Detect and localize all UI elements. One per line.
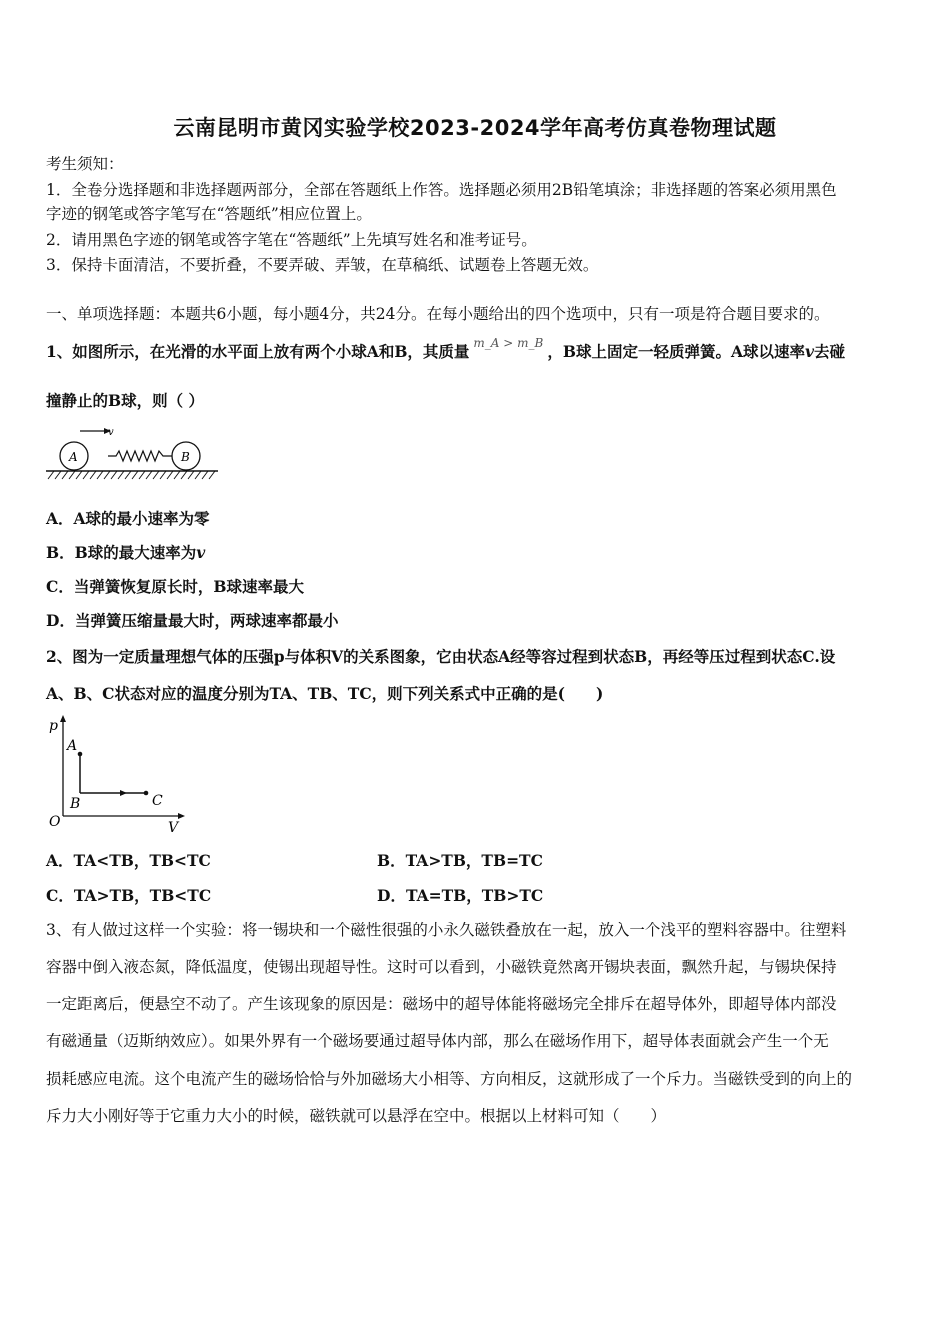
q3-paragraph-line: 有磁通量（迈斯纳效应）。如果外界有一个磁场要通过超导体内部，那么在磁场作用下，超导体表面就会产生一个无 [46, 1032, 829, 1050]
q2-stem-line2: A、B、C状态对应的温度分别为TA、TB、TC，则下列关系式中正确的是( ) [46, 684, 604, 703]
ball-b-label: B [181, 450, 190, 464]
q2-option-c: C．TA>TB，TB<TC [46, 886, 212, 905]
velocity-label: v [108, 427, 114, 438]
page-title: 云南昆明市黄冈实验学校2023-2024学年高考仿真卷物理试题 [173, 116, 777, 140]
notice-heading: 考生须知： [46, 155, 124, 173]
v-axis-arrow [178, 813, 185, 819]
v-axis-label: V [168, 820, 179, 836]
ground-hatching [48, 471, 215, 479]
origin-label: O [49, 814, 61, 830]
p-axis-label: p [49, 718, 58, 734]
state-b-label: B [70, 796, 81, 812]
q1-stem-part: 去碰 [814, 342, 846, 361]
p-axis-arrow [60, 715, 66, 722]
process-direction-arrow [120, 790, 127, 796]
q1-figure-balls-spring [44, 424, 220, 482]
q1-mass-relation: m_A > m_B [473, 336, 544, 350]
q3-paragraph-line: 3、有人做过这样一个实验：将一锡块和一个磁性很强的小永久磁铁叠放在一起，放入一个浅平的塑料容器中。往塑料 [46, 921, 847, 939]
notice-item: 字迹的钢笔或答字笔写在“答题纸”相应位置上。 [46, 205, 372, 223]
q1-stem-line2: 撞静止的B球，则（ ） [46, 391, 204, 410]
q1-option-b [46, 541, 205, 563]
q2-option-b: B．TA>TB，TB=TC [377, 851, 543, 870]
q3-paragraph-line: 斥力大小刚好等于它重力大小的时候，磁铁就可以悬浮在空中。根据以上材料可知（ ） [46, 1107, 667, 1125]
q3-paragraph-line: 一定距离后，便悬空不动了。产生该现象的原因是：磁场中的超导体能将磁场完全排斥在超导体外，即超导体内部没 [46, 995, 837, 1013]
q1-stem-part: ，B球上固定一轻质弹簧。A球以速率 [547, 342, 805, 361]
q2-option-d: D．TA=TB，TB>TC [377, 886, 544, 905]
q1-stem-part: 1、如图所示，在光滑的水平面上放有两个小球A和B，其质量 [46, 342, 470, 361]
notice-item: 1．全卷分选择题和非选择题两部分，全部在答题纸上作答。选择题必须用2B铅笔填涂；非选择题的答案必须用黑色 [46, 181, 837, 199]
q2-pv-graph [44, 712, 194, 836]
q1-option-b-text: B．B球的最大速率为 [46, 543, 197, 562]
state-c-point [144, 791, 149, 796]
q2-stem-line1: 2、图为一定质量理想气体的压强p与体积V的关系图象，它由状态A经等容过程到状态B，再经等压过程到状态C.设 [46, 647, 836, 666]
state-a-point [78, 752, 83, 757]
ball-a-label: A [69, 450, 78, 464]
q1-velocity-symbol: v [805, 342, 815, 361]
q1-option-d: D．当弹簧压缩量最大时，两球速率都最小 [46, 611, 339, 630]
q3-paragraph-line: 损耗感应电流。这个电流产生的磁场恰恰与外加磁场大小相等、方向相反，这就形成了一个斥力。当磁铁受到的向上的 [46, 1070, 853, 1088]
q1-option-b-velocity: v [196, 543, 206, 562]
q2-option-a: A．TA<TB，TB<TC [46, 851, 211, 870]
notice-item: 2．请用黑色字迹的钢笔或答字笔在“答题纸”上先填写姓名和准考证号。 [46, 231, 537, 249]
q1-option-c: C．当弹簧恢复原长时，B球速率最大 [46, 577, 304, 596]
q1-option-a: A．A球的最小速率为零 [46, 509, 210, 528]
state-c-label: C [152, 793, 163, 809]
state-a-label: A [67, 738, 78, 754]
notice-item: 3．保持卡面清洁，不要折叠，不要弄破、弄皱，在草稿纸、试题卷上答题无效。 [46, 256, 599, 274]
section-heading: 一、单项选择题：本题共6小题，每小题4分，共24分。在每小题给出的四个选项中，只有一项是符合题目要求的。 [46, 305, 830, 323]
q1-stem-line1 [46, 336, 846, 362]
q3-paragraph-line: 容器中倒入液态氮，降低温度，使锡出现超导性。这时可以看到，小磁铁竟然离开锡块表面，飘然升起，与锡块保持 [46, 958, 837, 976]
spring [108, 451, 172, 461]
